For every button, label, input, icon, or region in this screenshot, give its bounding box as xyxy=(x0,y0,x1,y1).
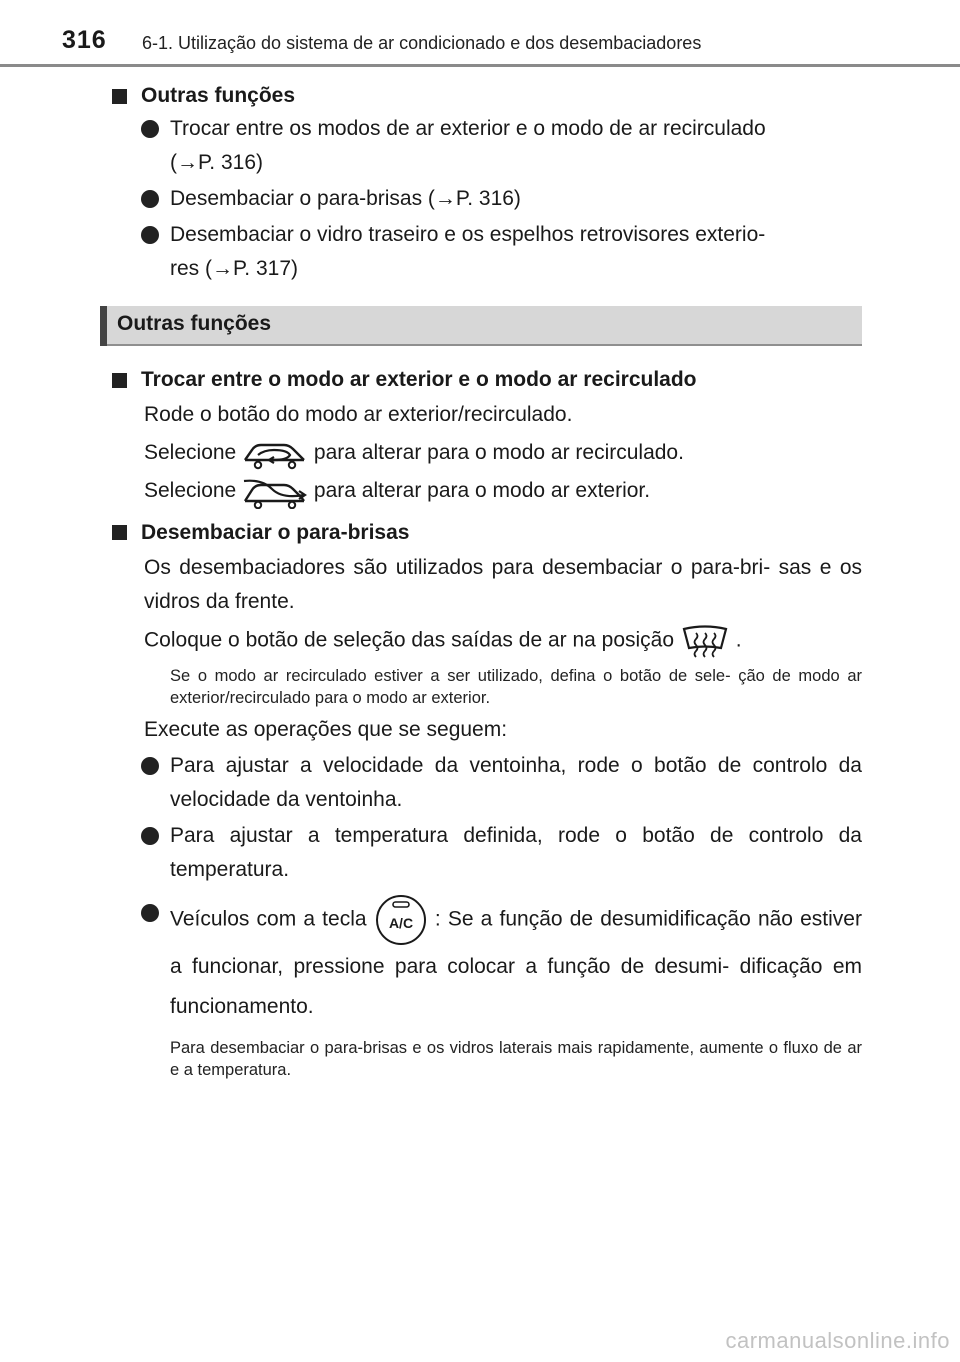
round-bullet-icon xyxy=(141,827,159,845)
defog-paragraph-2: Coloque o botão de seleção das saídas de ar na posição . xyxy=(112,623,862,659)
section-title: Outras funções xyxy=(117,312,272,335)
recirc-line-2: Selecione para alterar para o modo ar recirculado. xyxy=(112,436,862,470)
defog-heading: Desembaciar o para-brisas xyxy=(112,519,862,547)
defog-paragraph-1: Os desembaciadores são utilizados para desembaciar o para-bri- sas e os vidros da frente. xyxy=(144,555,862,613)
recirc-line-1: Rode o botão do modo ar exterior/recirculado. xyxy=(144,403,573,426)
section-bar xyxy=(100,306,862,346)
page-content xyxy=(112,78,862,1081)
windshield-defog-icon xyxy=(680,623,730,659)
square-bullet-icon xyxy=(112,525,127,540)
recirc-line-3: Selecione para alterar para o modo ar exterior. xyxy=(112,474,862,508)
intro-bullet-1: Trocar entre os modos de ar exterior e o modo de ar recirculado (→P. 316) xyxy=(112,112,862,180)
intro-heading: Outras funções xyxy=(112,82,862,110)
header-rule xyxy=(0,64,960,67)
square-bullet-icon xyxy=(112,89,127,104)
chapter-title: 6-1. Utilização do sistema de ar condicionado e dos desembaciadores xyxy=(142,33,702,53)
square-bullet-icon xyxy=(112,373,127,388)
ac-button-icon xyxy=(374,893,428,947)
round-bullet-icon xyxy=(141,904,159,922)
ac-key-label: A/C xyxy=(388,914,413,931)
recirc-heading: Trocar entre o modo ar exterior e o modo ar recirculado xyxy=(112,366,862,394)
defog-note-1: Se o modo ar recirculado estiver a ser utilizado, defina o botão de sele- ção de modo ar exterior/recirculado para o modo ar exterior. xyxy=(170,666,862,707)
outside-air-icon xyxy=(242,475,308,509)
round-bullet-icon xyxy=(141,120,159,138)
round-bullet-icon xyxy=(141,757,159,775)
defog-paragraph-3: Execute as operações que se seguem: xyxy=(144,717,508,741)
recirculated-air-icon xyxy=(242,436,308,470)
round-bullet-icon xyxy=(141,190,159,208)
intro-bullet-3: Desembaciar o vidro traseiro e os espelhos retrovisores exterio- res (→P. 317) xyxy=(112,218,862,286)
page-number: 316 xyxy=(62,26,107,54)
defog-bullet-1: Para ajustar a velocidade da ventoinha, rode o botão de controlo da velocidade da ventoinha. xyxy=(112,749,862,817)
defog-bullet-3: Veículos com a tecla A/C : Se a função de desumidificação não estiver a funcionar, pressione para colocar a função de desumi- dificação em funcionamento. xyxy=(112,893,862,1027)
defog-bullet-2: Para ajustar a temperatura definida, rode o botão de controlo da temperatura. xyxy=(112,819,862,887)
defog-note-2: Para desembaciar o para-brisas e os vidros laterais mais rapidamente, aumente o fluxo de ar e a temperatura. xyxy=(170,1038,862,1079)
round-bullet-icon xyxy=(141,226,159,244)
watermark: carmanualsonline.info xyxy=(725,1328,950,1353)
intro-bullet-2: Desembaciar o para-brisas (→P. 316) xyxy=(112,182,862,216)
